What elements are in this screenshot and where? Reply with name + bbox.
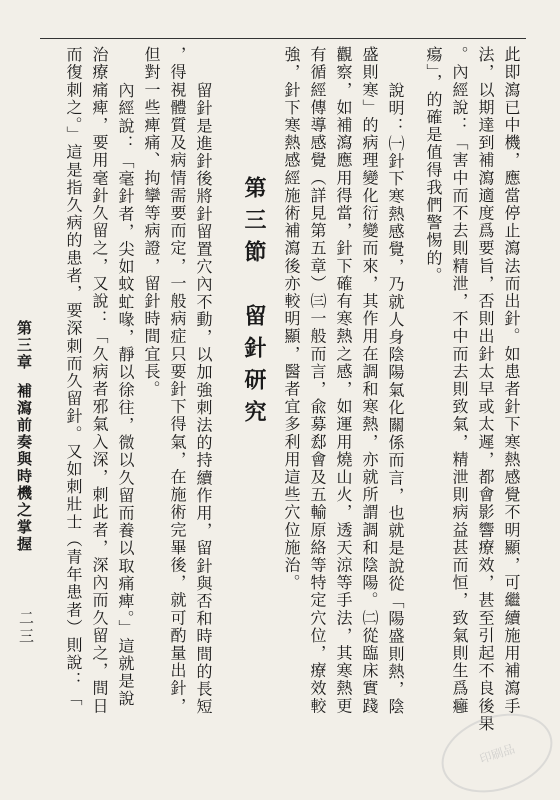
column-gap	[408, 46, 420, 790]
page-number: 二三	[17, 610, 35, 646]
chapter-label: 第三章	[15, 320, 33, 371]
text-column: 此即瀉已中機，應當停止瀉法而出針。如患者針下寒熱感覺不明顯，可繼續施用補瀉手	[502, 46, 521, 715]
text-column: 留針是進針後將針留置穴內不動，以加強刺法的持續作用，留針與否和時間的長短	[194, 82, 213, 716]
column-gap	[266, 46, 278, 790]
text-column: 而復刺之。」這是指久病的患者，要深刺而久留針。又如刺壯士（青年患者）則說：「	[64, 46, 83, 707]
text-column: 強，針下寒熱感經施術補瀉後亦較明顯，醫者宜多利用這些穴位施治。	[282, 46, 301, 592]
text-column: 法，以期達到補瀉適度爲要旨，否則出針太早或太遲，都會影響療效，甚至引起不良後果	[476, 46, 495, 733]
vertical-text-body	[44, 46, 524, 790]
text-column: 治療痛痺，要用毫針久留之，又說：「久病者邪氣入深，刺此者，深內而久留之，間日	[90, 46, 109, 715]
running-chapter-title	[14, 320, 35, 553]
text-column: 說明：㈠針下寒熱感覺，乃就人身陰陽氣化關係而言，也就是說從「陽盛則熱，陰	[386, 82, 405, 716]
watermark-stamp: 印刷品	[431, 700, 560, 800]
header-rule	[40, 38, 526, 39]
text-column: 但對一些痺痛、拘攣等病證，留針時間宜長。	[142, 46, 161, 398]
text-column: ，得視體質及病情需要而定，一般病症只要針下得氣，在施術完畢後，就可酌量出針，	[168, 46, 187, 715]
text-column: 有循經傳導感覺（詳見第五章）㈢一般而言，兪募郄會及五輸原絡等特定穴位，療效較	[308, 46, 327, 715]
text-column: 內經說：「毫針者，尖如蚊虻喙，靜以徐往，微以久留而養以取痛痺。」這就是說	[116, 82, 135, 708]
chapter-title: 補瀉前奏與時機之掌握	[15, 383, 33, 553]
text-column: 。內經說：「害中而不去則精泄，不中而去則致氣，精泄則病益甚而恒，致氣則生爲癰	[450, 46, 469, 715]
column-gap	[216, 46, 228, 790]
text-column: 瘍」，的確是值得我們警惕的。	[424, 46, 443, 285]
text-column: 觀察，如補瀉應用得當，針下確有寒熱之感，如運用燒山火，透天涼等手法，其寒熱更	[334, 46, 353, 715]
section-heading: 第三節 留針研究	[241, 176, 266, 432]
text-column: 盛則寒」的病理變化衍變而來，其作用在調和寒熱，亦就所謂調和陰陽。㈡從臨床實踐	[360, 46, 379, 715]
